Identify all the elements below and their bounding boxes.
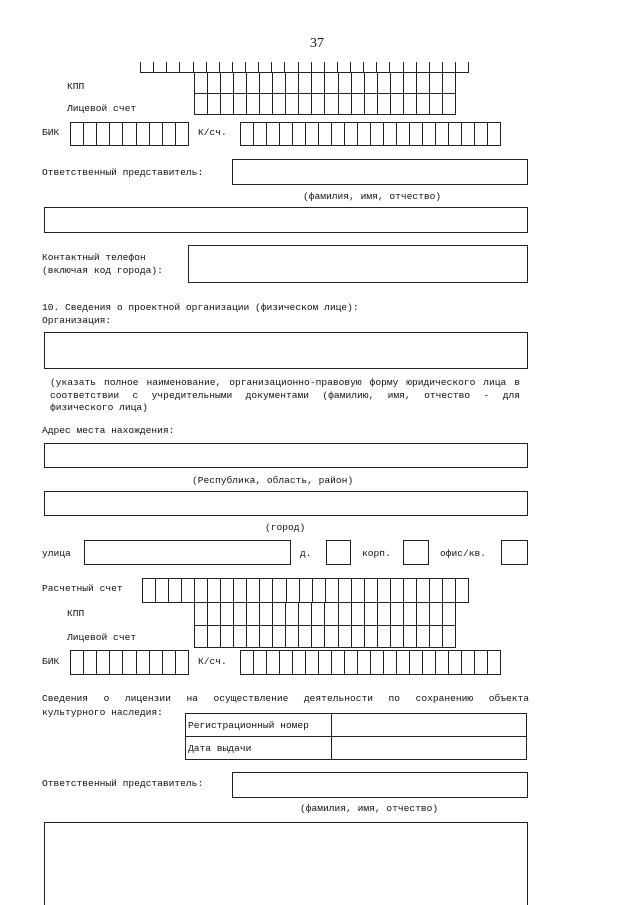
bik-cells-2[interactable] bbox=[70, 650, 189, 675]
settlement-account-label: Расчетный счет bbox=[42, 583, 123, 594]
digit-cell[interactable] bbox=[312, 602, 325, 625]
digit-cell[interactable] bbox=[352, 602, 365, 625]
digit-cell[interactable] bbox=[234, 602, 247, 625]
digit-cell[interactable] bbox=[234, 626, 247, 647]
digit-cell[interactable] bbox=[254, 651, 267, 674]
personal-account-cells-2[interactable] bbox=[194, 625, 456, 648]
digit-cell[interactable] bbox=[391, 72, 404, 93]
digit-cell[interactable] bbox=[430, 626, 443, 647]
digit-cell[interactable] bbox=[319, 123, 332, 145]
digit-cell[interactable] bbox=[299, 602, 312, 625]
digit-cell[interactable] bbox=[397, 123, 410, 145]
digit-cell[interactable] bbox=[326, 579, 339, 602]
digit-cell[interactable] bbox=[345, 123, 358, 145]
corr-account-label-2: К/сч. bbox=[198, 656, 227, 667]
digit-cell[interactable] bbox=[254, 123, 267, 145]
digit-cell[interactable] bbox=[260, 72, 273, 93]
license-text-line1: Сведения о лицензии на осуществление деятельности по сохранению объекта bbox=[42, 693, 529, 704]
digit-cell[interactable] bbox=[365, 72, 378, 93]
digit-cell[interactable] bbox=[280, 651, 293, 674]
digit-cell[interactable] bbox=[273, 626, 286, 647]
settlement-account-cells[interactable] bbox=[142, 578, 469, 603]
digit-cell[interactable] bbox=[150, 651, 163, 674]
digit-cell[interactable] bbox=[397, 651, 410, 674]
responsible-label-2: Ответственный представитель: bbox=[42, 778, 204, 789]
digit-cell[interactable] bbox=[299, 62, 312, 72]
digit-cell[interactable] bbox=[325, 94, 338, 114]
table-row bbox=[186, 714, 527, 737]
digit-cell[interactable] bbox=[475, 123, 488, 145]
digit-cell[interactable] bbox=[220, 62, 233, 72]
street-field[interactable] bbox=[84, 540, 291, 565]
digit-cell[interactable] bbox=[345, 651, 358, 674]
digit-cell[interactable] bbox=[339, 579, 352, 602]
digit-cell[interactable] bbox=[488, 123, 501, 145]
digit-cell[interactable] bbox=[234, 94, 247, 114]
digit-cell[interactable] bbox=[167, 62, 180, 72]
digit-cell[interactable] bbox=[286, 626, 299, 647]
digit-cell[interactable] bbox=[417, 94, 430, 114]
digit-cell[interactable] bbox=[176, 651, 189, 674]
office-field[interactable] bbox=[501, 540, 528, 565]
digit-cell[interactable] bbox=[154, 62, 167, 72]
digit-cell[interactable] bbox=[378, 626, 391, 647]
digit-cell[interactable] bbox=[456, 62, 469, 72]
digit-cell[interactable] bbox=[299, 626, 312, 647]
digit-cell[interactable] bbox=[391, 94, 404, 114]
digit-cell[interactable] bbox=[365, 602, 378, 625]
organization-hint: (указать полное наименование, организационно-правовую форму юридического лица в соответствии с учредительными документами (фамилию, имя, отчество - для физического лица) bbox=[50, 377, 520, 413]
digit-cell[interactable] bbox=[180, 62, 193, 72]
digit-cell[interactable] bbox=[358, 123, 371, 145]
digit-cell[interactable] bbox=[123, 651, 136, 674]
digit-cell[interactable] bbox=[84, 651, 97, 674]
personal-account-cells[interactable] bbox=[194, 93, 456, 115]
digit-cell[interactable] bbox=[417, 579, 430, 602]
digit-cell[interactable] bbox=[462, 123, 475, 145]
digit-cell[interactable] bbox=[365, 94, 378, 114]
digit-cell[interactable] bbox=[156, 579, 169, 602]
responsible-name-field-extra[interactable] bbox=[44, 207, 528, 233]
digit-cell[interactable] bbox=[234, 72, 247, 93]
digit-cell[interactable] bbox=[260, 94, 273, 114]
digit-cell[interactable] bbox=[267, 123, 280, 145]
digit-cell[interactable] bbox=[352, 72, 365, 93]
digit-cell[interactable] bbox=[247, 94, 260, 114]
bik-label: БИК bbox=[42, 127, 60, 138]
digit-cell[interactable] bbox=[273, 602, 286, 625]
digit-cell[interactable] bbox=[247, 72, 260, 93]
digit-cell[interactable] bbox=[371, 123, 384, 145]
digit-cell[interactable] bbox=[208, 94, 221, 114]
digit-cell[interactable] bbox=[280, 123, 293, 145]
digit-cell[interactable] bbox=[430, 72, 443, 93]
digit-cell[interactable] bbox=[377, 62, 390, 72]
digit-cell[interactable] bbox=[150, 123, 163, 145]
digit-cell[interactable] bbox=[462, 651, 475, 674]
digit-cell[interactable] bbox=[456, 579, 469, 602]
digit-cell[interactable] bbox=[97, 123, 110, 145]
digit-cell[interactable] bbox=[246, 62, 259, 72]
reg-number-label: Регистрационный номер bbox=[186, 714, 332, 737]
kpp-label: КПП bbox=[67, 81, 85, 92]
responsible-name-field-2-extra[interactable] bbox=[44, 822, 528, 905]
digit-cell[interactable] bbox=[293, 651, 306, 674]
digit-cell[interactable] bbox=[273, 94, 286, 114]
phone-field[interactable] bbox=[188, 245, 528, 283]
personal-account-label: Лицевой счет bbox=[67, 103, 137, 114]
digit-cell[interactable] bbox=[143, 579, 156, 602]
bik-label-2: БИК bbox=[42, 656, 60, 667]
digit-cell[interactable] bbox=[449, 123, 462, 145]
digit-cell[interactable] bbox=[221, 579, 234, 602]
digit-cell[interactable] bbox=[286, 72, 299, 93]
digit-cell[interactable] bbox=[332, 123, 345, 145]
digit-cell[interactable] bbox=[339, 72, 352, 93]
kpp-cells[interactable] bbox=[194, 72, 456, 94]
digit-cell[interactable] bbox=[488, 651, 501, 674]
digit-cell[interactable] bbox=[84, 123, 97, 145]
page-number: 37 bbox=[310, 36, 324, 51]
digit-cell[interactable] bbox=[221, 94, 234, 114]
office-label: офис/кв. bbox=[440, 548, 487, 559]
digit-cell[interactable] bbox=[273, 579, 286, 602]
corr-account-cells[interactable] bbox=[240, 122, 501, 146]
digit-cell[interactable] bbox=[293, 123, 306, 145]
license-table bbox=[185, 713, 527, 760]
digit-cell[interactable] bbox=[285, 62, 298, 72]
digit-cell[interactable] bbox=[339, 626, 352, 647]
digit-cell[interactable] bbox=[286, 94, 299, 114]
digit-cell[interactable] bbox=[338, 62, 351, 72]
digit-cell[interactable] bbox=[384, 123, 397, 145]
digit-cell[interactable] bbox=[221, 626, 234, 647]
building-field[interactable] bbox=[403, 540, 429, 565]
license-text-line2: культурного наследия: bbox=[42, 706, 163, 718]
digit-cell[interactable] bbox=[306, 123, 319, 145]
digit-cell[interactable] bbox=[313, 579, 326, 602]
issue-date-field[interactable] bbox=[332, 737, 527, 760]
house-field[interactable] bbox=[326, 540, 351, 565]
digit-cell[interactable] bbox=[352, 579, 365, 602]
digit-cell[interactable] bbox=[410, 651, 423, 674]
digit-cell[interactable] bbox=[221, 602, 234, 625]
digit-cell[interactable] bbox=[391, 626, 404, 647]
digit-cell[interactable] bbox=[312, 626, 325, 647]
digit-cell[interactable] bbox=[71, 651, 84, 674]
corr-account-label: К/сч. bbox=[198, 127, 227, 138]
digit-cell[interactable] bbox=[169, 579, 182, 602]
digit-cell[interactable] bbox=[267, 651, 280, 674]
digit-cell[interactable] bbox=[443, 579, 456, 602]
responsible-name-field[interactable] bbox=[232, 159, 528, 185]
table-row bbox=[186, 737, 527, 760]
digit-cell[interactable] bbox=[306, 651, 319, 674]
digit-cell[interactable] bbox=[430, 602, 443, 625]
digit-cell[interactable] bbox=[208, 626, 221, 647]
corr-account-cells-2[interactable] bbox=[240, 650, 501, 675]
digit-cell[interactable] bbox=[260, 579, 273, 602]
digit-cell[interactable] bbox=[358, 651, 371, 674]
kpp-cells-2[interactable] bbox=[194, 602, 456, 626]
street-label: улица bbox=[42, 548, 71, 559]
digit-cell[interactable] bbox=[430, 62, 443, 72]
digit-cell[interactable] bbox=[404, 626, 417, 647]
digit-cell[interactable] bbox=[417, 602, 430, 625]
digit-cell[interactable] bbox=[325, 62, 338, 72]
digit-cell[interactable] bbox=[391, 579, 404, 602]
digit-cell[interactable] bbox=[404, 94, 417, 114]
digit-cell[interactable] bbox=[194, 62, 207, 72]
kpp-label-2: КПП bbox=[67, 608, 85, 619]
digit-cell[interactable] bbox=[404, 72, 417, 93]
building-label: корп. bbox=[362, 548, 391, 559]
digit-cell[interactable] bbox=[339, 602, 352, 625]
digit-cell[interactable] bbox=[443, 72, 456, 93]
digit-cell[interactable] bbox=[260, 602, 273, 625]
organization-field[interactable] bbox=[44, 332, 528, 369]
digit-cell[interactable] bbox=[443, 94, 456, 114]
house-label: д. bbox=[300, 548, 312, 559]
digit-cell[interactable] bbox=[195, 602, 208, 625]
digit-cell[interactable] bbox=[417, 62, 430, 72]
digit-cell[interactable] bbox=[273, 72, 286, 93]
responsible-name-field-2[interactable] bbox=[232, 772, 528, 798]
responsible-caption: (фамилия, имя, отчество) bbox=[303, 191, 442, 202]
digit-cell[interactable] bbox=[195, 579, 208, 602]
reg-number-field[interactable] bbox=[332, 714, 527, 737]
bik-cells[interactable] bbox=[70, 122, 189, 146]
digit-cell[interactable] bbox=[364, 62, 377, 72]
digit-cell[interactable] bbox=[378, 602, 391, 625]
digit-cell[interactable] bbox=[371, 651, 384, 674]
digit-cell[interactable] bbox=[195, 72, 208, 93]
section10-title: 10. Сведения о проектной организации (физическом лице): bbox=[42, 302, 359, 313]
digit-cell[interactable] bbox=[176, 123, 189, 145]
digit-cell[interactable] bbox=[260, 626, 273, 647]
digit-cell[interactable] bbox=[332, 651, 345, 674]
digit-cell[interactable] bbox=[286, 602, 299, 625]
digit-cell[interactable] bbox=[423, 651, 436, 674]
digit-cell[interactable] bbox=[423, 123, 436, 145]
digit-cell[interactable] bbox=[241, 123, 254, 145]
digit-cell[interactable] bbox=[339, 94, 352, 114]
digit-cell[interactable] bbox=[163, 651, 176, 674]
organization-label: Организация: bbox=[42, 315, 112, 326]
digit-cell[interactable] bbox=[475, 651, 488, 674]
digit-cell[interactable] bbox=[272, 62, 285, 72]
digit-cell[interactable] bbox=[417, 72, 430, 93]
digit-cell[interactable] bbox=[207, 62, 220, 72]
digit-cell[interactable] bbox=[378, 579, 391, 602]
digit-cell[interactable] bbox=[247, 602, 260, 625]
digit-cell[interactable] bbox=[71, 123, 84, 145]
digit-cell[interactable] bbox=[443, 626, 456, 647]
digit-cell[interactable] bbox=[137, 651, 150, 674]
digit-cell[interactable] bbox=[300, 579, 313, 602]
digit-cell[interactable] bbox=[391, 602, 404, 625]
digit-cell[interactable] bbox=[234, 579, 247, 602]
digit-cell[interactable] bbox=[384, 651, 397, 674]
digit-cell[interactable] bbox=[247, 579, 260, 602]
digit-cell[interactable] bbox=[221, 72, 234, 93]
digit-cell[interactable] bbox=[208, 72, 221, 93]
digit-cell[interactable] bbox=[110, 651, 123, 674]
digit-cell[interactable] bbox=[430, 94, 443, 114]
responsible-caption-2: (фамилия, имя, отчество) bbox=[300, 803, 439, 814]
city-caption: (город) bbox=[265, 522, 306, 533]
digit-cell[interactable] bbox=[404, 62, 417, 72]
region-field[interactable] bbox=[44, 443, 528, 468]
digit-cell[interactable] bbox=[299, 94, 312, 114]
digit-cell[interactable] bbox=[208, 602, 221, 625]
digit-cell[interactable] bbox=[208, 579, 221, 602]
digit-cell[interactable] bbox=[141, 62, 154, 72]
digit-cell[interactable] bbox=[351, 62, 364, 72]
digit-cell[interactable] bbox=[365, 626, 378, 647]
digit-cell[interactable] bbox=[390, 62, 403, 72]
issue-date-label: Дата выдачи bbox=[186, 737, 332, 760]
digit-cell[interactable] bbox=[436, 123, 449, 145]
region-caption: (Республика, область, район) bbox=[192, 475, 354, 486]
responsible-label: Ответственный представитель: bbox=[42, 167, 204, 178]
digit-cell[interactable] bbox=[325, 626, 338, 647]
digit-cell[interactable] bbox=[241, 651, 254, 674]
digit-cell[interactable] bbox=[365, 579, 378, 602]
digit-cell[interactable] bbox=[352, 626, 365, 647]
phone-label-line2: (включая код города): bbox=[42, 265, 163, 276]
digit-cell[interactable] bbox=[312, 62, 325, 72]
digit-cell[interactable] bbox=[430, 579, 443, 602]
digit-cell[interactable] bbox=[299, 72, 312, 93]
digit-cell[interactable] bbox=[247, 626, 260, 647]
digit-cell[interactable] bbox=[378, 72, 391, 93]
digit-cell[interactable] bbox=[163, 123, 176, 145]
address-label: Адрес места нахождения: bbox=[42, 425, 175, 436]
digit-cell[interactable] bbox=[195, 94, 208, 114]
digit-cell[interactable] bbox=[97, 651, 110, 674]
city-field[interactable] bbox=[44, 491, 528, 516]
digit-cell[interactable] bbox=[319, 651, 332, 674]
digit-cell[interactable] bbox=[417, 626, 430, 647]
digit-cell[interactable] bbox=[287, 579, 300, 602]
digit-cell[interactable] bbox=[110, 123, 123, 145]
digit-cell[interactable] bbox=[410, 123, 423, 145]
digit-cell[interactable] bbox=[443, 602, 456, 625]
digit-cell[interactable] bbox=[449, 651, 462, 674]
digit-cell[interactable] bbox=[312, 72, 325, 93]
digit-cell[interactable] bbox=[123, 123, 136, 145]
digit-cell[interactable] bbox=[436, 651, 449, 674]
digit-cell[interactable] bbox=[312, 94, 325, 114]
phone-label-line1: Контактный телефон bbox=[42, 252, 146, 263]
digit-cell[interactable] bbox=[325, 602, 338, 625]
digit-cell[interactable] bbox=[352, 94, 365, 114]
digit-cell[interactable] bbox=[137, 123, 150, 145]
digit-cell[interactable] bbox=[404, 602, 417, 625]
digit-cell[interactable] bbox=[404, 579, 417, 602]
digit-cell[interactable] bbox=[233, 62, 246, 72]
personal-account-label-2: Лицевой счет bbox=[67, 632, 137, 643]
digit-cell[interactable] bbox=[182, 579, 195, 602]
digit-cell[interactable] bbox=[195, 626, 208, 647]
digit-cell[interactable] bbox=[259, 62, 272, 72]
digit-cell[interactable] bbox=[443, 62, 456, 72]
digit-cell[interactable] bbox=[325, 72, 338, 93]
digit-cell[interactable] bbox=[378, 94, 391, 114]
